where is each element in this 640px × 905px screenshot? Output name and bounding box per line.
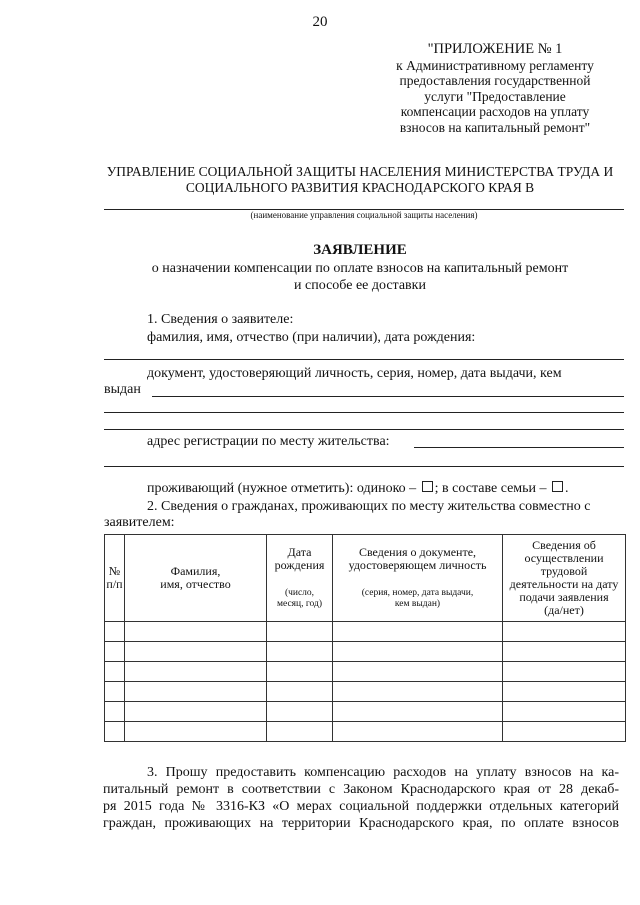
column-header-number bbox=[105, 535, 125, 622]
document-label: документ, удостоверяющий личность, серия, номер, дата выдачи, кем bbox=[147, 366, 562, 381]
table-cell[interactable] bbox=[333, 682, 503, 702]
paragraph-line: 3. Прошу предоставить компенсацию расходов на уплату взносов на ка- bbox=[147, 765, 619, 780]
table-cell[interactable] bbox=[503, 662, 626, 682]
document-fill-line[interactable] bbox=[104, 412, 624, 413]
header-text: Дата bbox=[287, 545, 312, 559]
department-name bbox=[100, 164, 620, 196]
paragraph-line: граждан, проживающих на территории Краснодарского края, по оплате взносов bbox=[103, 816, 619, 831]
table-cell[interactable] bbox=[503, 702, 626, 722]
fio-label: фамилия, имя, отчество (при наличии), дата рождения: bbox=[147, 330, 476, 345]
issued-fill-line[interactable] bbox=[152, 396, 624, 397]
living-suffix: . bbox=[565, 481, 569, 496]
table-cell[interactable] bbox=[125, 702, 267, 722]
appendix-line: компенсации расходов на уплату bbox=[400, 104, 590, 119]
header-note: кем выдан) bbox=[394, 599, 441, 609]
document-subtitle bbox=[100, 260, 620, 294]
table-row bbox=[105, 642, 626, 662]
header-text: удостоверяющем личность bbox=[348, 558, 487, 572]
document-fill-line[interactable] bbox=[104, 429, 624, 430]
appendix-header bbox=[370, 42, 620, 135]
appendix-line: взносов на капитальный ремонт" bbox=[399, 119, 591, 135]
section3-paragraph bbox=[103, 764, 619, 832]
document-title: ЗАЯВЛЕНИЕ bbox=[313, 242, 407, 258]
header-text: осуществлении bbox=[524, 551, 604, 565]
header-text: № bbox=[108, 564, 121, 578]
header-text: трудовой bbox=[540, 564, 588, 578]
department-line: СОЦИАЛЬНОГО РАЗВИТИЯ КРАСНОДАРСКОГО КРАЯ В bbox=[185, 180, 535, 195]
header-note: (число, bbox=[284, 588, 315, 598]
table-cell[interactable] bbox=[105, 682, 125, 702]
header-text: п/п bbox=[106, 577, 123, 591]
page-number: 20 bbox=[312, 14, 328, 30]
paragraph-line: питальный ремонт в соответствии с Законом Краснодарского края от 28 декаб- bbox=[103, 782, 619, 797]
table-cell[interactable] bbox=[333, 702, 503, 722]
subtitle-line: и способе ее доставки bbox=[294, 278, 426, 293]
table-cell[interactable] bbox=[267, 662, 333, 682]
table-cell[interactable] bbox=[333, 622, 503, 642]
header-text: Фамилия, bbox=[170, 564, 221, 578]
paragraph-line: ря 2015 года № 3316-КЗ «О мерах социальной поддержки отдельных категорий bbox=[103, 799, 619, 814]
section2-heading-cont: заявителем: bbox=[104, 515, 175, 530]
appendix-line: предоставления государственной bbox=[399, 73, 591, 88]
table-cell[interactable] bbox=[125, 722, 267, 742]
issued-label: выдан bbox=[104, 382, 141, 397]
column-header-employment bbox=[503, 535, 626, 622]
table-cell[interactable] bbox=[267, 682, 333, 702]
alone-checkbox[interactable] bbox=[422, 481, 433, 492]
table-row bbox=[105, 662, 626, 682]
header-text: имя, отчество bbox=[160, 577, 231, 591]
living-label: проживающий (нужное отметить): одиноко – bbox=[147, 481, 417, 496]
address-fill-line[interactable] bbox=[414, 447, 624, 448]
department-line: УПРАВЛЕНИЕ СОЦИАЛЬНОЙ ЗАЩИТЫ НАСЕЛЕНИЯ МИНИСТЕРСТВА ТРУДА И bbox=[106, 164, 614, 179]
table-cell[interactable] bbox=[105, 702, 125, 722]
table-cell[interactable] bbox=[105, 662, 125, 682]
table-header-row bbox=[105, 535, 626, 622]
header-text: рождения bbox=[274, 558, 325, 572]
fio-fill-line[interactable] bbox=[104, 359, 624, 360]
appendix-line: "ПРИЛОЖЕНИЕ № 1 bbox=[427, 41, 563, 57]
family-checkbox[interactable] bbox=[552, 481, 563, 492]
table-cell[interactable] bbox=[333, 722, 503, 742]
header-text: Сведения об bbox=[532, 538, 596, 552]
column-header-document bbox=[333, 535, 503, 622]
table-cell[interactable] bbox=[125, 622, 267, 642]
table-row bbox=[105, 622, 626, 642]
table-cell[interactable] bbox=[333, 642, 503, 662]
address-label: адрес регистрации по месту жительства: bbox=[147, 434, 390, 449]
table-cell[interactable] bbox=[503, 642, 626, 662]
header-text: Сведения о документе, bbox=[358, 545, 477, 559]
table-row bbox=[105, 722, 626, 742]
column-header-name bbox=[125, 535, 267, 622]
table-cell[interactable] bbox=[125, 682, 267, 702]
table-cell[interactable] bbox=[333, 662, 503, 682]
table-cell[interactable] bbox=[267, 622, 333, 642]
table-cell[interactable] bbox=[125, 662, 267, 682]
address-fill-line[interactable] bbox=[104, 466, 624, 467]
table-cell[interactable] bbox=[105, 722, 125, 742]
header-text: деятельности на дату bbox=[509, 577, 619, 591]
living-status bbox=[147, 480, 569, 497]
table-cell[interactable] bbox=[267, 642, 333, 662]
table-cell[interactable] bbox=[503, 722, 626, 742]
department-caption: (наименование управления социальной защиты населения) bbox=[250, 210, 478, 220]
table-cell[interactable] bbox=[105, 642, 125, 662]
table-cell[interactable] bbox=[267, 722, 333, 742]
table-cell[interactable] bbox=[125, 642, 267, 662]
table-cell[interactable] bbox=[503, 682, 626, 702]
section1-heading: 1. Сведения о заявителе: bbox=[147, 312, 294, 327]
table-cell[interactable] bbox=[105, 622, 125, 642]
family-members-table bbox=[104, 534, 626, 742]
header-text: подачи заявления bbox=[519, 590, 609, 604]
table-cell[interactable] bbox=[267, 702, 333, 722]
subtitle-line: о назначении компенсации по оплате взносов на капитальный ремонт bbox=[151, 261, 569, 276]
appendix-line: услуги "Предоставление bbox=[424, 88, 566, 104]
table-row bbox=[105, 702, 626, 722]
column-header-birthdate bbox=[267, 535, 333, 622]
section2-heading: 2. Сведения о гражданах, проживающих по месту жительства совместно с bbox=[147, 499, 591, 514]
table-row bbox=[105, 682, 626, 702]
header-note: (серия, номер, дата выдачи, bbox=[361, 588, 474, 598]
header-text: (да/нет) bbox=[544, 603, 584, 617]
table-cell[interactable] bbox=[503, 622, 626, 642]
living-family-label: ; в составе семьи – bbox=[434, 481, 547, 496]
appendix-line: к Административному регламенту bbox=[396, 57, 594, 73]
header-note: месяц, год) bbox=[276, 599, 323, 609]
